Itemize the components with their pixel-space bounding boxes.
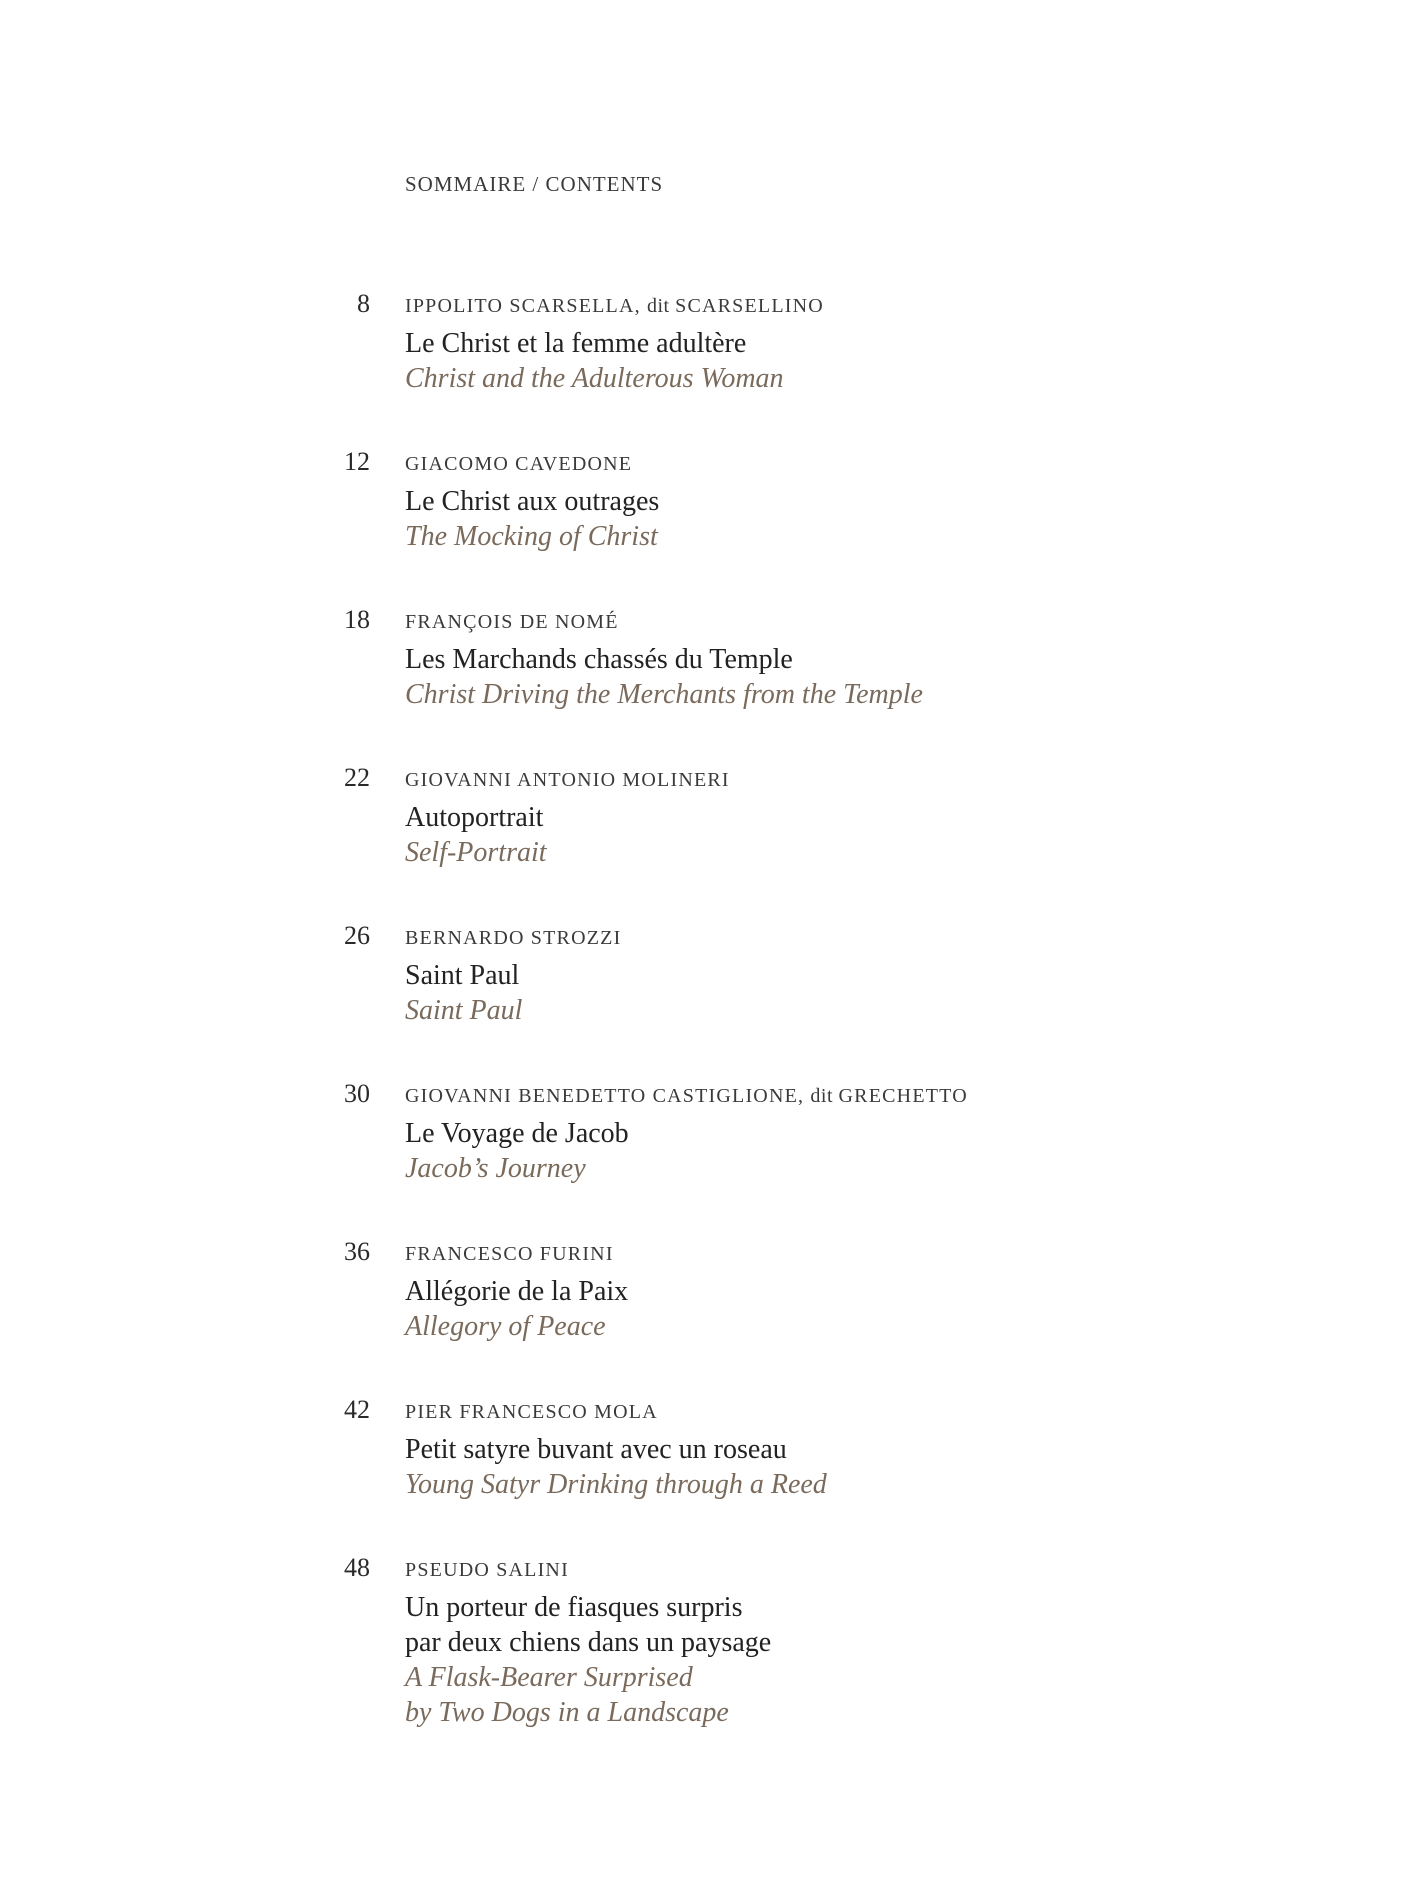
title-english: Jacob’s Journey: [405, 1153, 586, 1184]
artist-name: BERNARDO STROZZI: [405, 927, 622, 949]
title-english: Saint Paul: [405, 995, 523, 1026]
page-title: SOMMAIRE / CONTENTS: [405, 172, 664, 196]
toc-entry[interactable]: [0, 1395, 1403, 1505]
artist-name: FRANÇOIS DE NOMÉ: [405, 611, 619, 633]
page-number: 18: [344, 605, 370, 634]
title-english-line-2: by Two Dogs in a Landscape: [405, 1697, 729, 1728]
title-english: Allegory of Peace: [405, 1311, 606, 1342]
artist-name: FRANCESCO FURINI: [405, 1243, 614, 1265]
artist-name: PSEUDO SALINI: [405, 1559, 569, 1581]
artist-nickname-prefix: dit: [810, 1085, 839, 1107]
title-french: Le Christ et la femme adultère: [405, 328, 747, 359]
title-english: The Mocking of Christ: [405, 521, 658, 552]
artist-name: GIOVANNI ANTONIO MOLINERI: [405, 769, 730, 791]
title-english-line-1: A Flask-Bearer Surprised: [405, 1662, 693, 1693]
page-number: 26: [344, 921, 370, 950]
toc-entry[interactable]: [0, 289, 1403, 399]
title-french: Saint Paul: [405, 960, 520, 991]
artist-name: PIER FRANCESCO MOLA: [405, 1401, 658, 1423]
title-french: Le Christ aux outrages: [405, 486, 660, 517]
title-english: Young Satyr Drinking through a Reed: [405, 1469, 827, 1500]
page-number: 42: [344, 1395, 370, 1424]
title-french: Les Marchands chassés du Temple: [405, 644, 793, 675]
toc-entry[interactable]: [0, 447, 1403, 557]
toc-entry[interactable]: [0, 921, 1403, 1031]
page-number: 30: [344, 1079, 370, 1108]
artist-name: IPPOLITO SCARSELLA, dit SCARSELLINO: [405, 295, 824, 317]
title-french-line-2: par deux chiens dans un paysage: [405, 1627, 772, 1658]
page-number: 12: [344, 447, 370, 476]
title-english: Christ Driving the Merchants from the Temple: [405, 679, 923, 710]
title-french: Petit satyre buvant avec un roseau: [405, 1434, 787, 1465]
toc-entry[interactable]: [0, 763, 1403, 873]
page-number: 22: [344, 763, 370, 792]
page-number: 36: [344, 1237, 370, 1266]
artist-name: GIOVANNI BENEDETTO CASTIGLIONE, dit GRECHETTO: [405, 1085, 968, 1107]
title-french-line-1: Un porteur de fiasques surpris: [405, 1592, 743, 1623]
toc-entry[interactable]: [0, 605, 1403, 715]
page-number: 8: [357, 289, 370, 318]
toc-entry[interactable]: [0, 1079, 1403, 1189]
artist-nickname-prefix: dit: [647, 295, 676, 317]
title-french: Allégorie de la Paix: [405, 1276, 629, 1307]
artist-name: GIACOMO CAVEDONE: [405, 453, 633, 475]
title-french: Le Voyage de Jacob: [405, 1118, 629, 1149]
title-english: Self-Portrait: [405, 837, 547, 868]
title-english: Christ and the Adulterous Woman: [405, 363, 784, 394]
title-french: Autoportrait: [405, 802, 544, 833]
toc-entry[interactable]: [0, 1237, 1403, 1347]
toc-entry[interactable]: [0, 1553, 1403, 1733]
page-number: 48: [344, 1553, 370, 1582]
